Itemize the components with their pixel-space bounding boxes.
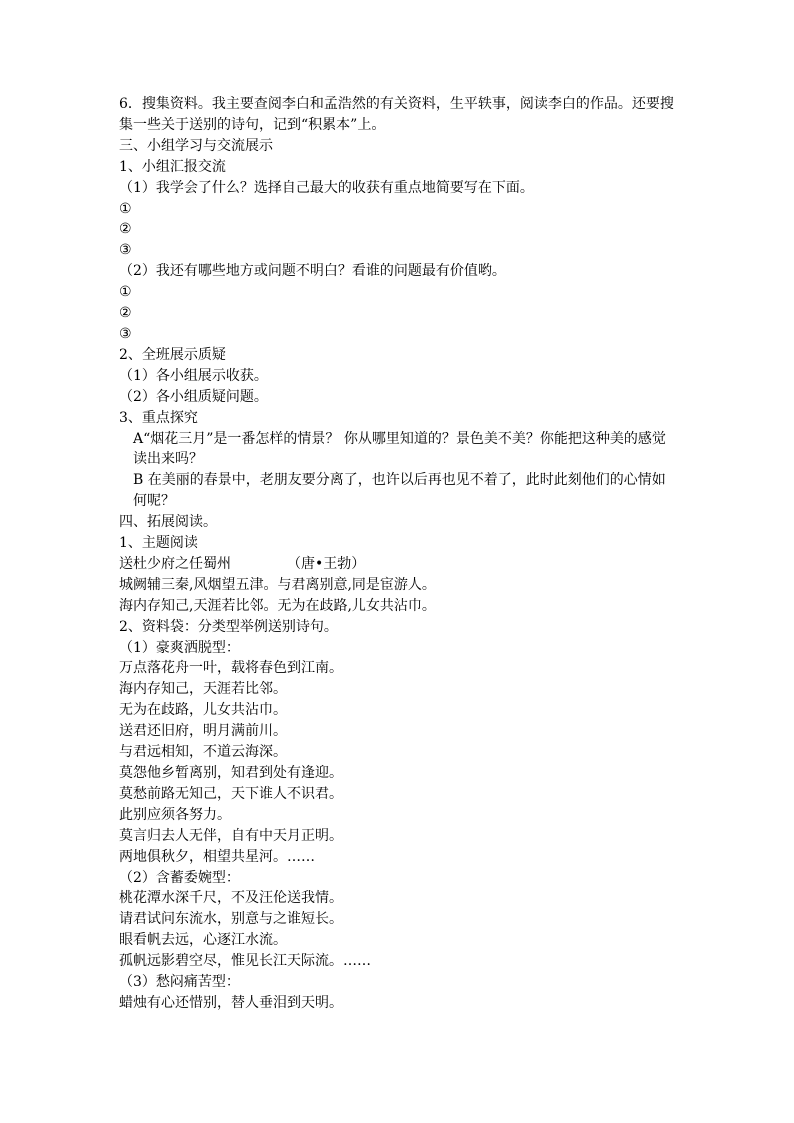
verse-line: 两地俱秋夕，相望共星河。…… bbox=[119, 848, 315, 865]
verse-line: 莫言归去人无伴，自有中天月正明。 bbox=[119, 827, 343, 844]
verse-line: 此别应须各努力。 bbox=[119, 806, 231, 823]
answer-slot-1: ① bbox=[119, 200, 132, 217]
list-item: （2）各小组质疑问题。 bbox=[119, 388, 268, 405]
poem-title-line bbox=[119, 554, 679, 575]
verse-line: 请君试问东流水，别意与之谁短长。 bbox=[119, 911, 343, 928]
verse-line: 蜡烛有心还惜别，替人垂泪到天明。 bbox=[119, 994, 343, 1011]
answer-slot-1: ① bbox=[119, 284, 132, 301]
document-page bbox=[119, 94, 679, 1014]
subsection-2-heading: 2、全班展示质疑 bbox=[119, 346, 226, 363]
verse-line: 桃花潭水深千尺，不及汪伦送我情。 bbox=[119, 890, 343, 907]
category-heading: （1）豪爽洒脱型： bbox=[119, 639, 240, 656]
section-4-heading: 四、拓展阅读。 bbox=[119, 514, 217, 531]
verse-line: 莫怨他乡暂离别，知君到处有逢迎。 bbox=[119, 765, 343, 781]
verse-line: 眼看帆去远，心逐江水流。 bbox=[119, 932, 287, 949]
category-heading: （2）含蓄委婉型： bbox=[119, 869, 240, 886]
poem-author: （唐•王勃） bbox=[287, 555, 366, 572]
poem-line: 海内存知己,天涯若比邻。无为在歧路,儿女共沾巾。 bbox=[119, 597, 436, 614]
verse-line: 海内存知己，天涯若比邻。 bbox=[119, 681, 287, 698]
verse-line: 无为在歧路，儿女共沾巾。 bbox=[119, 702, 287, 719]
answer-slot-2: ② bbox=[119, 305, 132, 322]
category-heading: （3）愁闷痛苦型： bbox=[119, 974, 240, 991]
poem-title: 送杜少府之任蜀州 bbox=[119, 555, 231, 572]
answer-slot-3: ③ bbox=[119, 242, 132, 259]
question-2: （2）我还有哪些地方或问题不明白？看谁的问题最有价值哟。 bbox=[119, 263, 506, 280]
subsection-1-heading: 1、小组汇报交流 bbox=[119, 158, 226, 175]
verse-line: 与君远相知，不道云海深。 bbox=[119, 744, 287, 761]
inquiry-a: A“烟花三月”是一番怎样的情景？ 你从哪里知道的？景色美不美？你能把这种美的感觉读出来吗？ bbox=[133, 430, 666, 468]
subsection-2-heading: 2、资料袋：分类型举例送别诗句。 bbox=[119, 618, 338, 635]
answer-slot-2: ② bbox=[119, 221, 132, 238]
verse-line: 送君还旧府，明月满前川。 bbox=[119, 723, 287, 740]
verse-line: 万点落花舟一叶，载将春色到江南。 bbox=[119, 660, 343, 677]
item-6-collect-materials: 6．搜集资料。我主要查阅李白和孟浩然的有关资料，生平轶事，阅读李白的作品。还要搜集一些关于送别的诗句，记到“积累本”上。 bbox=[119, 96, 674, 133]
verse-line: 孤帆远影碧空尽，惟见长江天际流。…… bbox=[119, 953, 371, 970]
answer-slot-3: ③ bbox=[119, 325, 132, 342]
section-3-heading: 三、小组学习与交流展示 bbox=[119, 137, 273, 154]
question-1: （1）我学会了什么？选择自己最大的收获有重点地简要写在下面。 bbox=[119, 179, 534, 196]
subsection-3-heading: 3、重点探究 bbox=[119, 409, 198, 426]
list-item: （1）各小组展示收获。 bbox=[119, 367, 268, 384]
poem-line: 城阙辅三秦,风烟望五津。与君离别意,同是宦游人。 bbox=[119, 576, 436, 593]
subsection-1-heading: 1、主题阅读 bbox=[119, 535, 198, 552]
verse-line: 莫愁前路无知己，天下谁人不识君。 bbox=[119, 785, 343, 802]
inquiry-b: B 在美丽的春景中，老朋友要分离了，也许以后再也见不着了，此时此刻他们的心情如何呢？ bbox=[133, 472, 666, 510]
